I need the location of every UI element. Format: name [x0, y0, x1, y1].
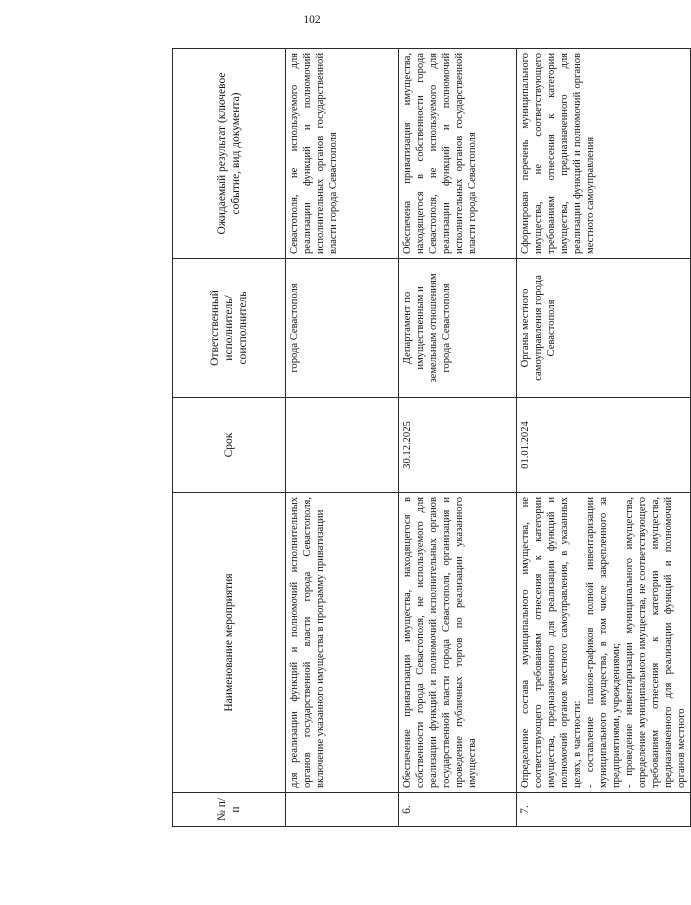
rotated-table-page — [172, 49, 687, 827]
table-row — [517, 49, 691, 827]
header-expected-result: Ожидаемый результат (ключевое событие, вид документа) — [173, 49, 286, 259]
header-responsible: Ответственный исполнитель/ соисполнитель — [173, 259, 286, 398]
term-date: 01.01.2024 — [517, 398, 691, 493]
header-measure-name: Наименование мероприятия — [173, 493, 286, 793]
header-number: № п/п — [173, 793, 286, 827]
measure-name: для реализации функций и полномочий исполнительных органов государственной власти города Севастополя, включение указанного имущества в программу приватизации — [286, 493, 399, 793]
expected-result: Обеспечена приватизация имущества, находящегося в собственности города Севастополя, не используемого для реализации функций и полномочий исполнительных органов государственной власти города Севастополя — [399, 49, 517, 259]
row-number — [286, 793, 399, 827]
responsible: Департамент по имущественным и земельным отношениям города Севастополя — [399, 259, 517, 398]
row-number: 6. — [399, 793, 517, 827]
table-row — [399, 49, 517, 827]
term-date — [286, 398, 399, 493]
row-number: 7. — [517, 793, 691, 827]
measure-name: Обеспечение приватизации имущества, находящегося в собственности города Севастополя, не используемого для реализации функций и полномочий исполнительных органов государственной власти города Севастополя, организация и проведение публичных торгов по реализации указанного имущества — [399, 493, 517, 793]
expected-result: Сформирован перечень муниципального имущества, не соответствующего требованиям отнесения к категории имущества, предназначенного для реализации функций и полномочий органов местного самоуправления — [517, 49, 691, 259]
page-number: 102 — [303, 14, 321, 26]
measure-paragraph: Определение состава муниципального имущества, не соответствующего требованиям отнесения к категории имущества, предназначенного для реализации функций и полномочий органов местного самоуправления, в указанных целях, в частности: — [520, 497, 583, 788]
table-row — [286, 49, 399, 827]
measures-table — [172, 48, 691, 827]
expected-result: Севастополя, не используемого для реализации функций и полномочий исполнительных органов государственной власти города Севастополя — [286, 49, 399, 259]
responsible: Органы местного самоуправления города Севастополя — [517, 259, 691, 398]
measure-name — [517, 493, 691, 793]
term-date: 30.12.2025 — [399, 398, 517, 493]
measure-list-item: - проведение инвентаризации муниципального имущества, определение муниципального имущества, не соответствующего требованиям отнесения к категории имущества, предназначенного для реализации функций и полномочий органов местного — [624, 497, 687, 788]
measure-list-item: - составление планов-графиков полной инвентаризации муниципального имущества, в том числе закрепленного за предприятиями, учреждениями; — [585, 497, 622, 788]
table-header-row — [173, 49, 286, 827]
responsible: города Севастополя — [286, 259, 399, 398]
header-term: Срок — [173, 398, 286, 493]
